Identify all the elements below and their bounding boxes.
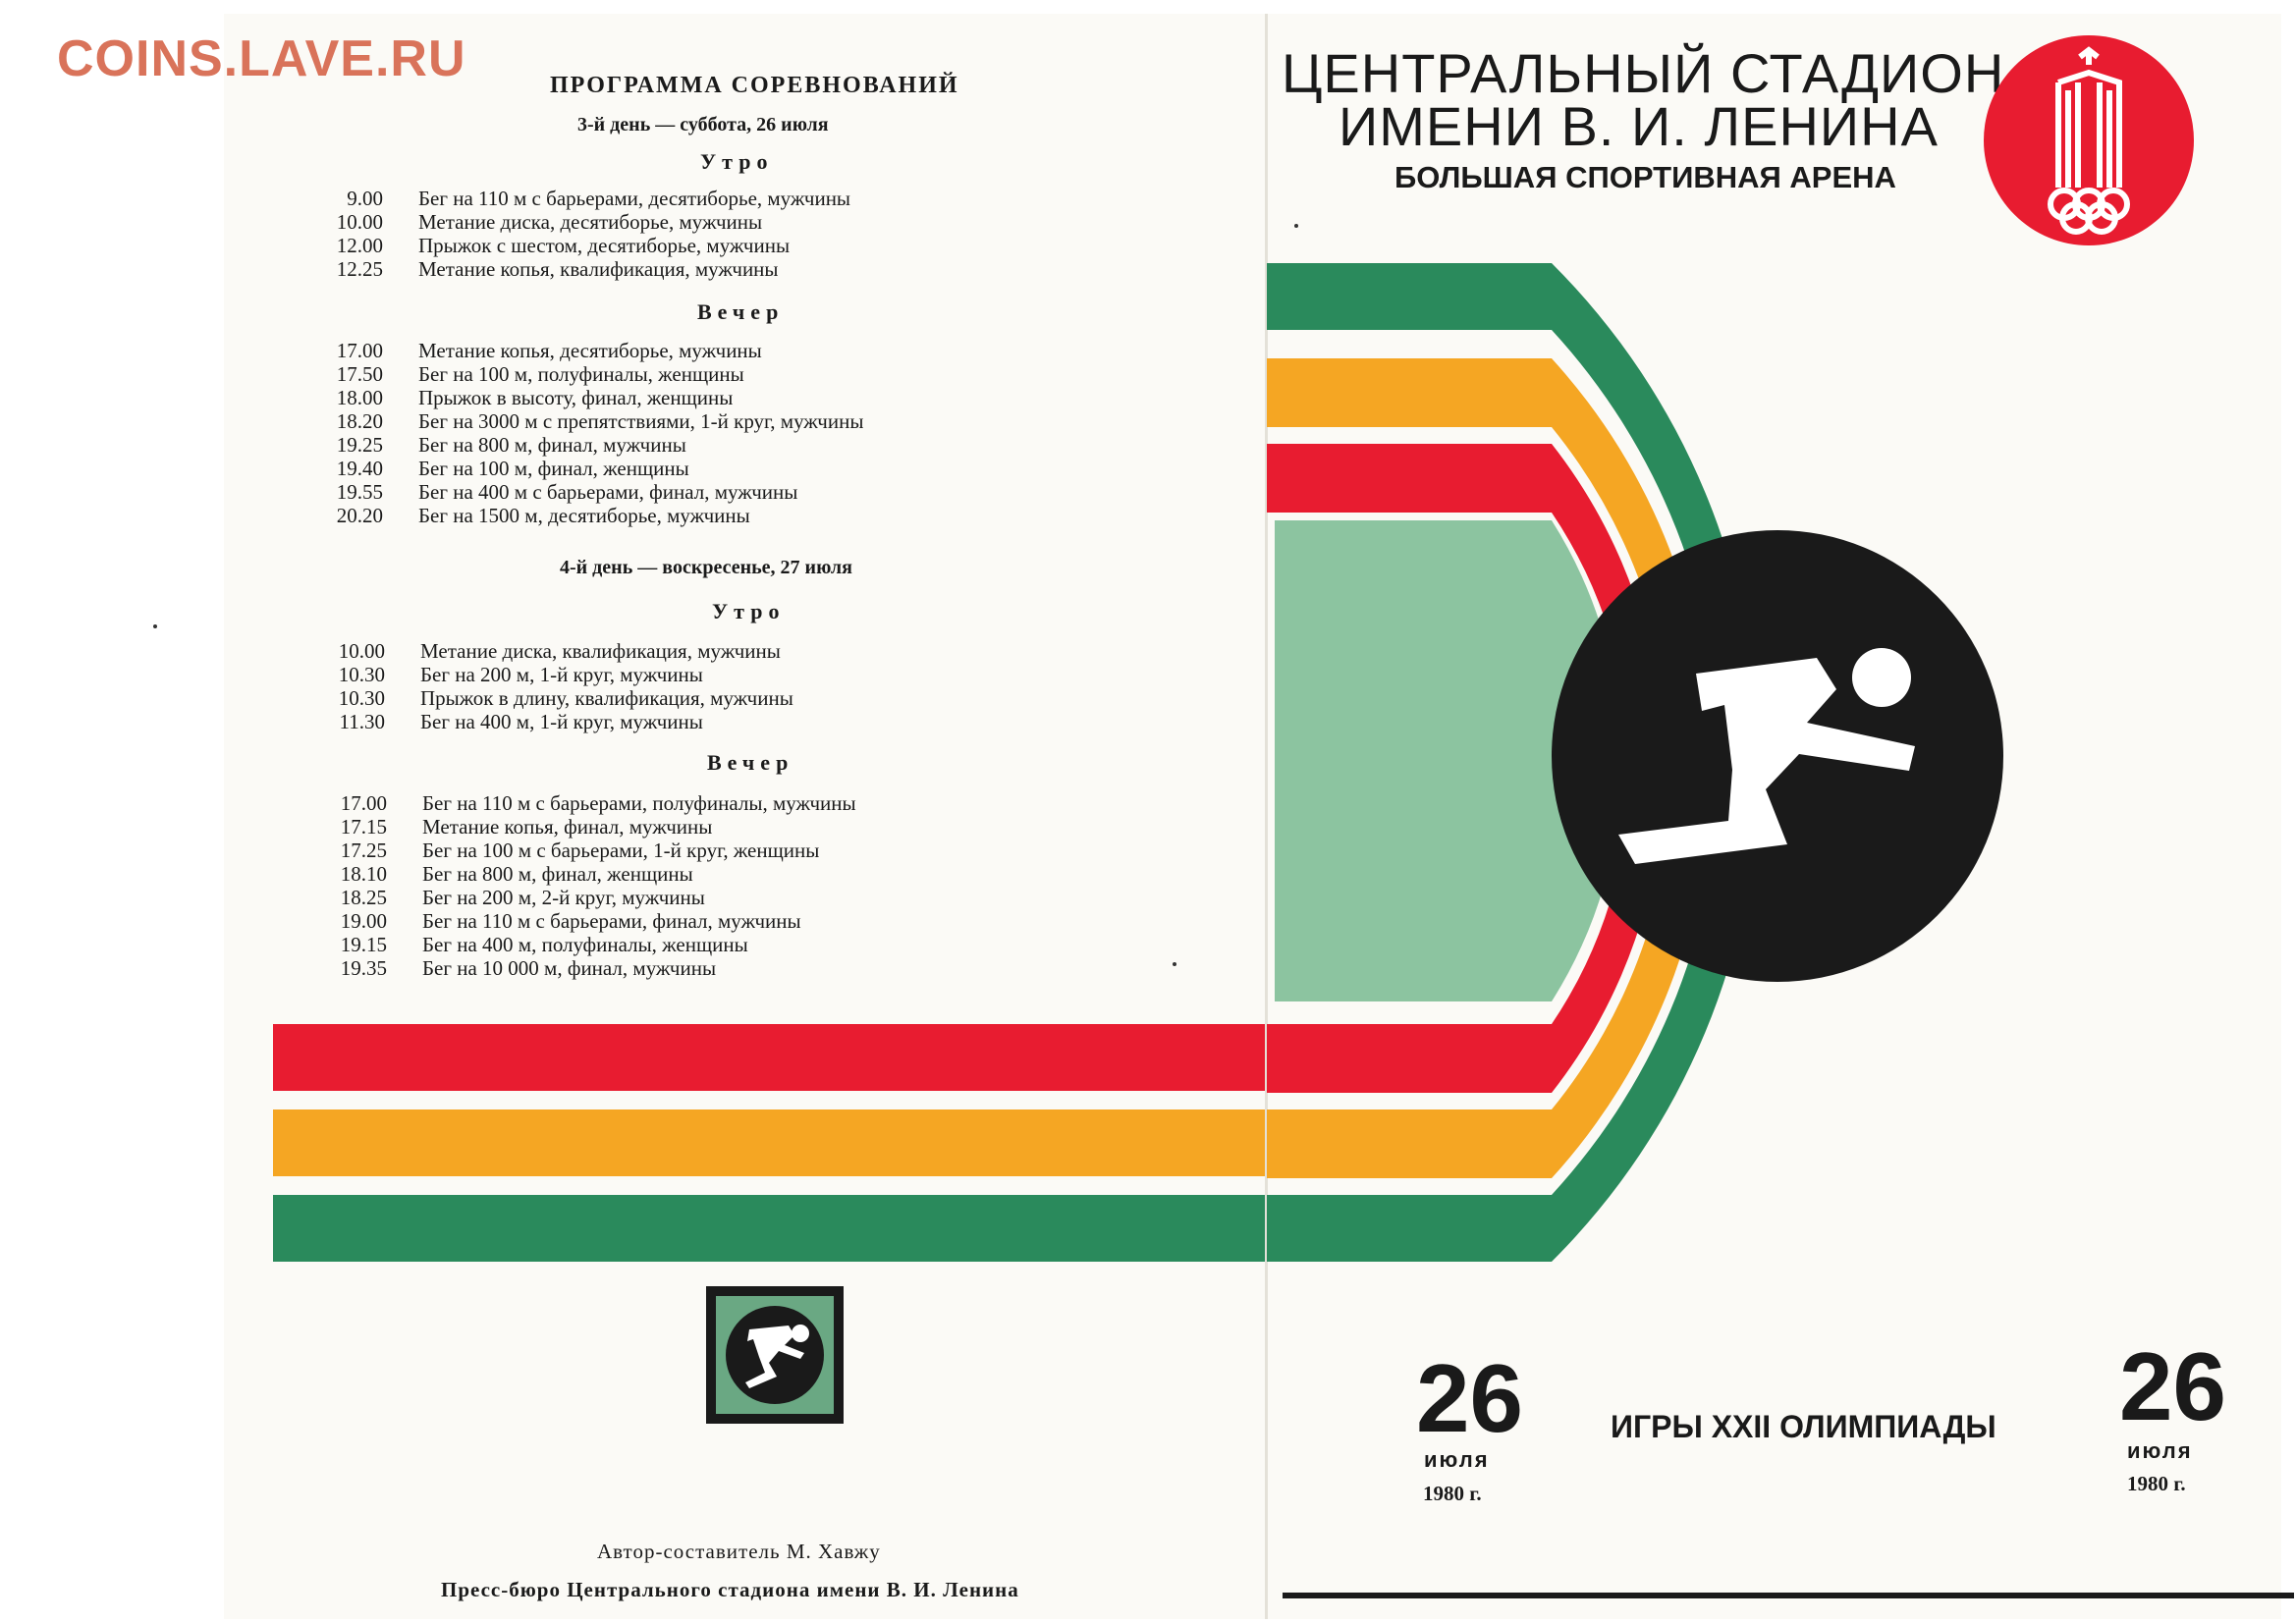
session-heading: Вечер [697,299,785,324]
event-text: Бег на 110 м с барьерами, полуфиналы, мужчины [422,791,856,815]
event-time: 10.00 [336,210,383,234]
scan-speck [1173,962,1176,966]
event-text: Бег на 800 м, финал, мужчины [418,433,686,457]
stadium-name-line2: ИМЕНИ В. И. ЛЕНИНА [1339,95,1939,157]
event-time: 17.00 [336,339,383,362]
event-text: Бег на 400 м с барьерами, финал, мужчины [418,480,798,504]
event-text: Прыжок в высоту, финал, женщины [418,386,734,409]
date-month: июля [1424,1447,1490,1472]
event-text: Метание копья, десятиборье, мужчины [418,339,762,362]
arena-name: БОЛЬШАЯ СПОРТИВНАЯ АРЕНА [1394,160,1896,194]
event-time: 20.20 [336,504,383,527]
author-credit: Автор-составитель М. Хавжу [597,1540,881,1563]
event-text: Метание диска, квалификация, мужчины [420,639,781,663]
program-title: ПРОГРАММА СОРЕВНОВАНИЙ [550,73,959,98]
event-text: Бег на 100 м, финал, женщины [418,457,689,480]
event-time: 12.00 [336,234,383,257]
event-time: 10.30 [338,686,385,710]
event-text: Бег на 110 м с барьерами, десятиборье, мужчины [418,187,851,210]
event-time: 19.15 [340,933,387,956]
event-time: 18.20 [336,409,383,433]
event-time: 10.00 [338,639,385,663]
session-heading: Утро [700,149,774,174]
event-time: 17.25 [340,839,387,862]
event-text: Бег на 100 м, полуфиналы, женщины [418,362,744,386]
event-time: 19.35 [340,956,387,980]
event-time: 19.00 [340,909,387,933]
day-heading: 3-й день — суббота, 26 июля [577,114,829,135]
event-text: Бег на 100 м с барьерами, 1-й круг, женщины [422,839,820,862]
session-heading: Утро [712,599,786,623]
event-text: Бег на 1500 м, десятиборье, мужчины [418,504,750,527]
event-text: Бег на 3000 м с препятствиями, 1-й круг, мужчины [418,409,864,433]
event-text: Метание копья, квалификация, мужчины [418,257,779,281]
session-heading: Вечер [707,750,794,775]
event-time: 17.15 [340,815,387,839]
event-time: 10.30 [338,663,385,686]
event-text: Бег на 10 000 м, финал, мужчины [422,956,717,980]
event-time: 17.50 [336,362,383,386]
event-text: Бег на 800 м, финал, женщины [422,862,693,886]
event-text: Бег на 200 м, 1-й круг, мужчины [420,663,703,686]
event-text: Метание диска, десятиборье, мужчины [418,210,763,234]
watermark: COINS.LAVE.RU [57,30,466,87]
event-text: Бег на 110 м с барьерами, финал, мужчины [422,909,801,933]
event-time: 9.00 [347,187,383,210]
event-time: 11.30 [339,710,385,733]
event-text: Прыжок в длину, квалификация, мужчины [420,686,793,710]
scan-speck [153,624,157,628]
event-time: 18.10 [340,862,387,886]
event-time: 18.00 [336,386,383,409]
event-time: 19.40 [336,457,383,480]
event-time: 12.25 [336,257,383,281]
date-month: июля [2127,1438,2193,1463]
date-day-number: 26 [1416,1344,1524,1452]
date-year: 1980 г. [1423,1482,1482,1505]
scan-speck [1294,224,1298,228]
event-time: 18.25 [340,886,387,909]
date-day-number: 26 [2119,1332,2227,1440]
bottom-rule [1283,1593,2294,1598]
event-text: Метание копья, финал, мужчины [422,815,713,839]
day-heading: 4-й день — воскресенье, 27 июля [560,557,852,578]
event-text: Бег на 400 м, полуфиналы, женщины [422,933,748,956]
press-credit: Пресс-бюро Центрального стадиона имени В. И. Ленина [441,1578,1019,1601]
event-text: Бег на 400 м, 1-й круг, мужчины [420,710,703,733]
games-title: ИГРЫ XXII ОЛИМПИАДЫ [1611,1409,1996,1444]
event-text: Прыжок с шестом, десятиборье, мужчины [418,234,791,257]
event-text: Бег на 200 м, 2-й круг, мужчины [422,886,705,909]
event-time: 17.00 [340,791,387,815]
date-year: 1980 г. [2127,1472,2186,1495]
event-time: 19.55 [336,480,383,504]
stadium-name-line1: ЦЕНТРАЛЬНЫЙ СТАДИОН [1282,42,2005,104]
event-time: 19.25 [336,433,383,457]
